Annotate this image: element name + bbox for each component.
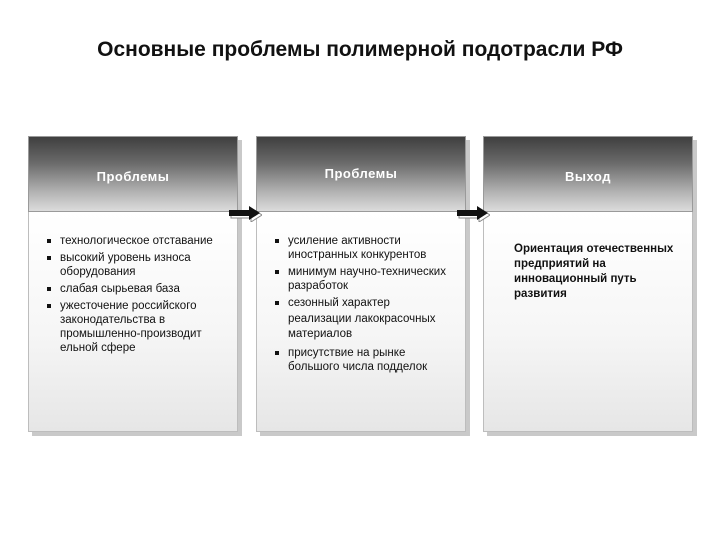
column-header	[28, 136, 238, 212]
list-item: высокий уровень износа оборудования	[47, 251, 227, 279]
column-problems-1	[28, 136, 240, 434]
column-header-label: Выход	[565, 169, 611, 184]
list-item: слабая сырьевая база	[47, 282, 227, 296]
column-body	[483, 212, 693, 432]
list-item: технологическое отставание	[47, 234, 227, 248]
arrow-right-icon	[228, 206, 262, 222]
bullet-list	[47, 234, 227, 355]
arrow-right-icon	[456, 206, 490, 222]
list-item: ужесточение российского законодательства в промышленно-производит ельной сфере	[47, 299, 227, 355]
column-header-label: Проблемы	[96, 169, 170, 184]
column-header	[483, 136, 693, 212]
column-exit	[483, 136, 695, 434]
list-item: присутствие на рынке большого числа подделок	[275, 346, 455, 374]
column-header	[256, 136, 466, 212]
list-item: сезонный характер реализации лакокрасочных материалов	[275, 296, 455, 343]
bullet-list	[275, 234, 455, 374]
exit-text: Ориентация отечественных предприятий на инновационный путь развития	[514, 243, 674, 300]
column-body	[256, 212, 466, 432]
column-problems-2	[256, 136, 468, 434]
list-item: усиление активности иностранных конкурентов	[275, 234, 455, 262]
column-header-label: Проблемы	[324, 166, 398, 181]
list-item: минимум научно-технических разработок	[275, 265, 455, 293]
slide-title: Основные проблемы полимерной подотрасли РФ	[97, 38, 623, 61]
column-body	[28, 212, 238, 432]
